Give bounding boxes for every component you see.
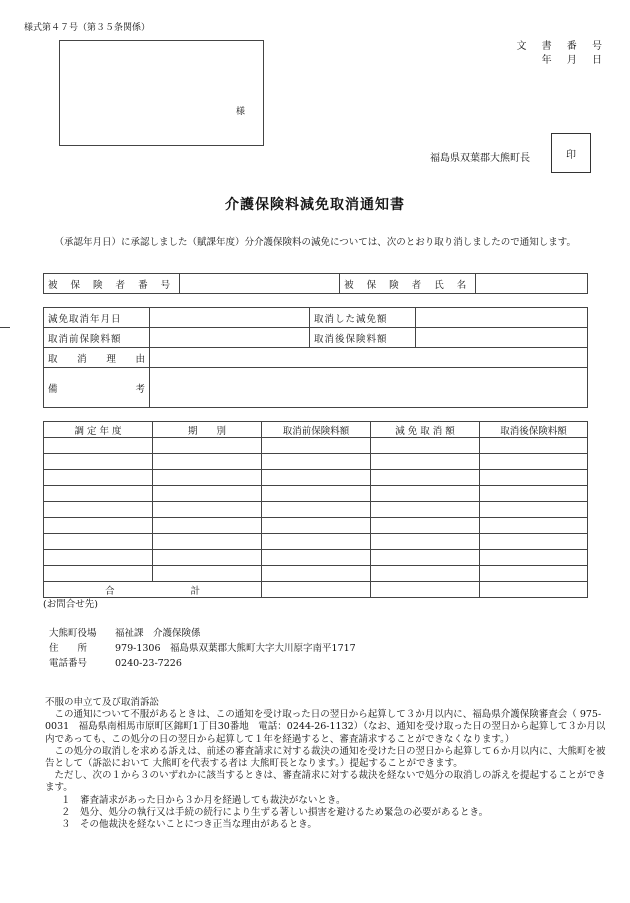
seal-box — [551, 133, 591, 173]
margin-mark — [0, 327, 10, 328]
total-premium-before[interactable] — [262, 582, 371, 598]
details-table — [43, 307, 588, 408]
document-title: 介護保険料減免取消通知書 — [225, 197, 405, 213]
appeal-section — [45, 697, 607, 831]
grid-cell[interactable] — [480, 518, 588, 534]
premium-grid — [43, 421, 588, 598]
appeal-list-item: １ 審査請求があった日から３か月を経過しても裁決がないとき。 — [61, 794, 346, 806]
col-period: 期 別 — [153, 422, 262, 438]
address-label: 住 所 — [49, 643, 88, 654]
appeal-paragraph: この処分の取消しを求める訴えは、前述の審査請求に対する裁決の通知を受けた日の翌日から起算して６か月以内に、大熊町を被告として（訴訟において 大熊町を代表する者は 大熊町長となります。）提起することができます。 — [45, 745, 606, 770]
grid-cell[interactable] — [480, 486, 588, 502]
grid-cell[interactable] — [153, 454, 262, 470]
value-cancel-date[interactable] — [150, 308, 310, 328]
total-char: 計 — [190, 585, 200, 597]
grid-cell[interactable] — [371, 502, 480, 518]
grid-row — [44, 534, 588, 550]
grid-cell[interactable] — [44, 470, 153, 486]
grid-cell[interactable] — [371, 534, 480, 550]
grid-cell[interactable] — [153, 566, 262, 582]
grid-row — [44, 518, 588, 534]
date-label: 年 月 日 — [541, 55, 608, 66]
grid-cell[interactable] — [262, 518, 371, 534]
appeal-list — [45, 795, 607, 832]
grid-cell[interactable] — [262, 470, 371, 486]
grid-cell[interactable] — [153, 470, 262, 486]
value-insured-name[interactable] — [476, 274, 588, 294]
label-insured-number: 被 保 険 者 番 号 — [44, 274, 180, 294]
total-premium-after[interactable] — [480, 582, 588, 598]
grid-cell[interactable] — [44, 502, 153, 518]
col-premium-after: 取消後保険料額 — [480, 422, 588, 438]
grid-cell[interactable] — [44, 566, 153, 582]
label-remarks — [44, 368, 150, 408]
phone-value: 0240-23-7226 — [115, 658, 182, 669]
grid-cell[interactable] — [44, 534, 153, 550]
label-premium-after: 取消後保険料額 — [310, 328, 416, 348]
col-exemption-cancel: 減 免 取 消 額 — [371, 422, 480, 438]
grid-cell[interactable] — [44, 518, 153, 534]
grid-cell[interactable] — [153, 534, 262, 550]
grid-cell[interactable] — [262, 534, 371, 550]
grid-row — [44, 550, 588, 566]
label-reason — [44, 348, 150, 368]
grid-cell[interactable] — [153, 550, 262, 566]
intro-text: （承認年月日）に承認しました（賦課年度）分介護保険料の減免については、次のとおり取り消しましたので通知します。 — [54, 237, 577, 248]
grid-cell[interactable] — [480, 502, 588, 518]
grid-cell[interactable] — [371, 566, 480, 582]
grid-cell[interactable] — [371, 550, 480, 566]
grid-cell[interactable] — [153, 518, 262, 534]
grid-cell[interactable] — [153, 486, 262, 502]
reason-char: 理 — [106, 353, 116, 365]
appeal-list-item: ３ その他裁決を経ないことにつき正当な理由があるとき。 — [61, 819, 317, 831]
col-premium-before: 取消前保険料額 — [262, 422, 371, 438]
grid-cell[interactable] — [262, 550, 371, 566]
address-value: 979-1306 福島県双葉郡大熊町大字大川原字南平1717 — [115, 643, 356, 654]
total-char: 合 — [104, 585, 115, 597]
grid-row — [44, 438, 588, 454]
grid-cell[interactable] — [262, 486, 371, 502]
appeal-paragraph: この通知について不服があるときは、この通知を受け取った日の翌日から起算して３か月以内に、福島県介護保険審査会（ 975-0031 福島県南相馬市原町区錦町1丁目30番地 電話：0244-26-1132）（なお、通知を受け取った日の翌日から起算して３か月以内であっても、この処分の日の翌日から起算して１年を経過すると、審査請求することができなくなります。） — [45, 709, 606, 745]
grid-cell[interactable] — [371, 438, 480, 454]
label-cancelled-amount: 取消した減免額 — [310, 308, 416, 328]
grid-cell[interactable] — [44, 486, 153, 502]
grid-cell[interactable] — [262, 454, 371, 470]
col-assessment-year: 調 定 年 度 — [44, 422, 153, 438]
grid-cell[interactable] — [480, 566, 588, 582]
insured-table — [43, 273, 588, 294]
grid-cell[interactable] — [153, 438, 262, 454]
value-reason[interactable] — [150, 348, 588, 368]
grid-cell[interactable] — [371, 518, 480, 534]
reason-char: 由 — [135, 353, 145, 365]
value-remarks[interactable] — [150, 368, 588, 408]
reason-char: 取 — [48, 353, 58, 365]
grid-row — [44, 486, 588, 502]
grid-cell[interactable] — [371, 470, 480, 486]
addressee-box — [59, 40, 264, 146]
doc-number-label: 文 書 番 号 — [516, 41, 608, 52]
value-insured-number[interactable] — [180, 274, 340, 294]
label-cancel-date: 減免取消年月日 — [44, 308, 150, 328]
grid-cell[interactable] — [262, 502, 371, 518]
contact-block — [49, 626, 356, 671]
grid-cell[interactable] — [480, 534, 588, 550]
value-premium-after[interactable] — [416, 328, 588, 348]
grid-cell[interactable] — [262, 566, 371, 582]
grid-cell[interactable] — [480, 470, 588, 486]
grid-header-row — [44, 422, 588, 438]
grid-cell[interactable] — [153, 502, 262, 518]
form-number: 様式第４７号（第３５条関係） — [24, 23, 151, 33]
value-cancelled-amount[interactable] — [416, 308, 588, 328]
appeal-paragraph: ただし、次の１から３のいずれかに該当するときは、審査請求に対する裁決を経ないで処分の取消しの訴えを提起することができます。 — [45, 770, 606, 794]
grid-row — [44, 502, 588, 518]
seal-label: 印 — [566, 149, 576, 161]
grid-cell[interactable] — [371, 486, 480, 502]
addressee-suffix: 様 — [235, 107, 245, 117]
label-insured-name: 被 保 険 者 氏 名 — [340, 274, 476, 294]
reason-char: 消 — [77, 353, 87, 365]
value-premium-before[interactable] — [150, 328, 310, 348]
grid-cell[interactable] — [44, 438, 153, 454]
phone-label: 電話番号 — [49, 658, 88, 669]
grid-cell[interactable] — [371, 454, 480, 470]
grid-row — [44, 470, 588, 486]
grid-row — [44, 454, 588, 470]
grid-cell[interactable] — [44, 454, 153, 470]
remarks-char: 考 — [135, 383, 145, 395]
office-value: 福祉課 介護保険係 — [115, 628, 201, 639]
grid-cell[interactable] — [44, 550, 153, 566]
grid-cell[interactable] — [480, 438, 588, 454]
grid-row — [44, 566, 588, 582]
total-exemption-cancel[interactable] — [371, 582, 480, 598]
appeal-heading: 不服の申立て及び取消訴訟 — [45, 697, 160, 708]
contact-heading: (お問合せ先) — [43, 599, 98, 610]
appeal-list-item: ２ 処分、処分の執行又は手続の続行により生ずる著しい損害を避けるため緊急の必要があるとき。 — [61, 806, 489, 818]
label-premium-before: 取消前保険料額 — [44, 328, 150, 348]
office-label: 大熊町役場 — [49, 628, 97, 639]
grid-cell[interactable] — [480, 454, 588, 470]
total-label — [44, 582, 262, 598]
grid-cell[interactable] — [480, 550, 588, 566]
document-number-block — [516, 40, 608, 68]
total-row — [44, 582, 588, 598]
grid-cell[interactable] — [262, 438, 371, 454]
sender-name: 福島県双葉郡大熊町長 — [430, 153, 530, 164]
remarks-char: 備 — [48, 383, 58, 395]
